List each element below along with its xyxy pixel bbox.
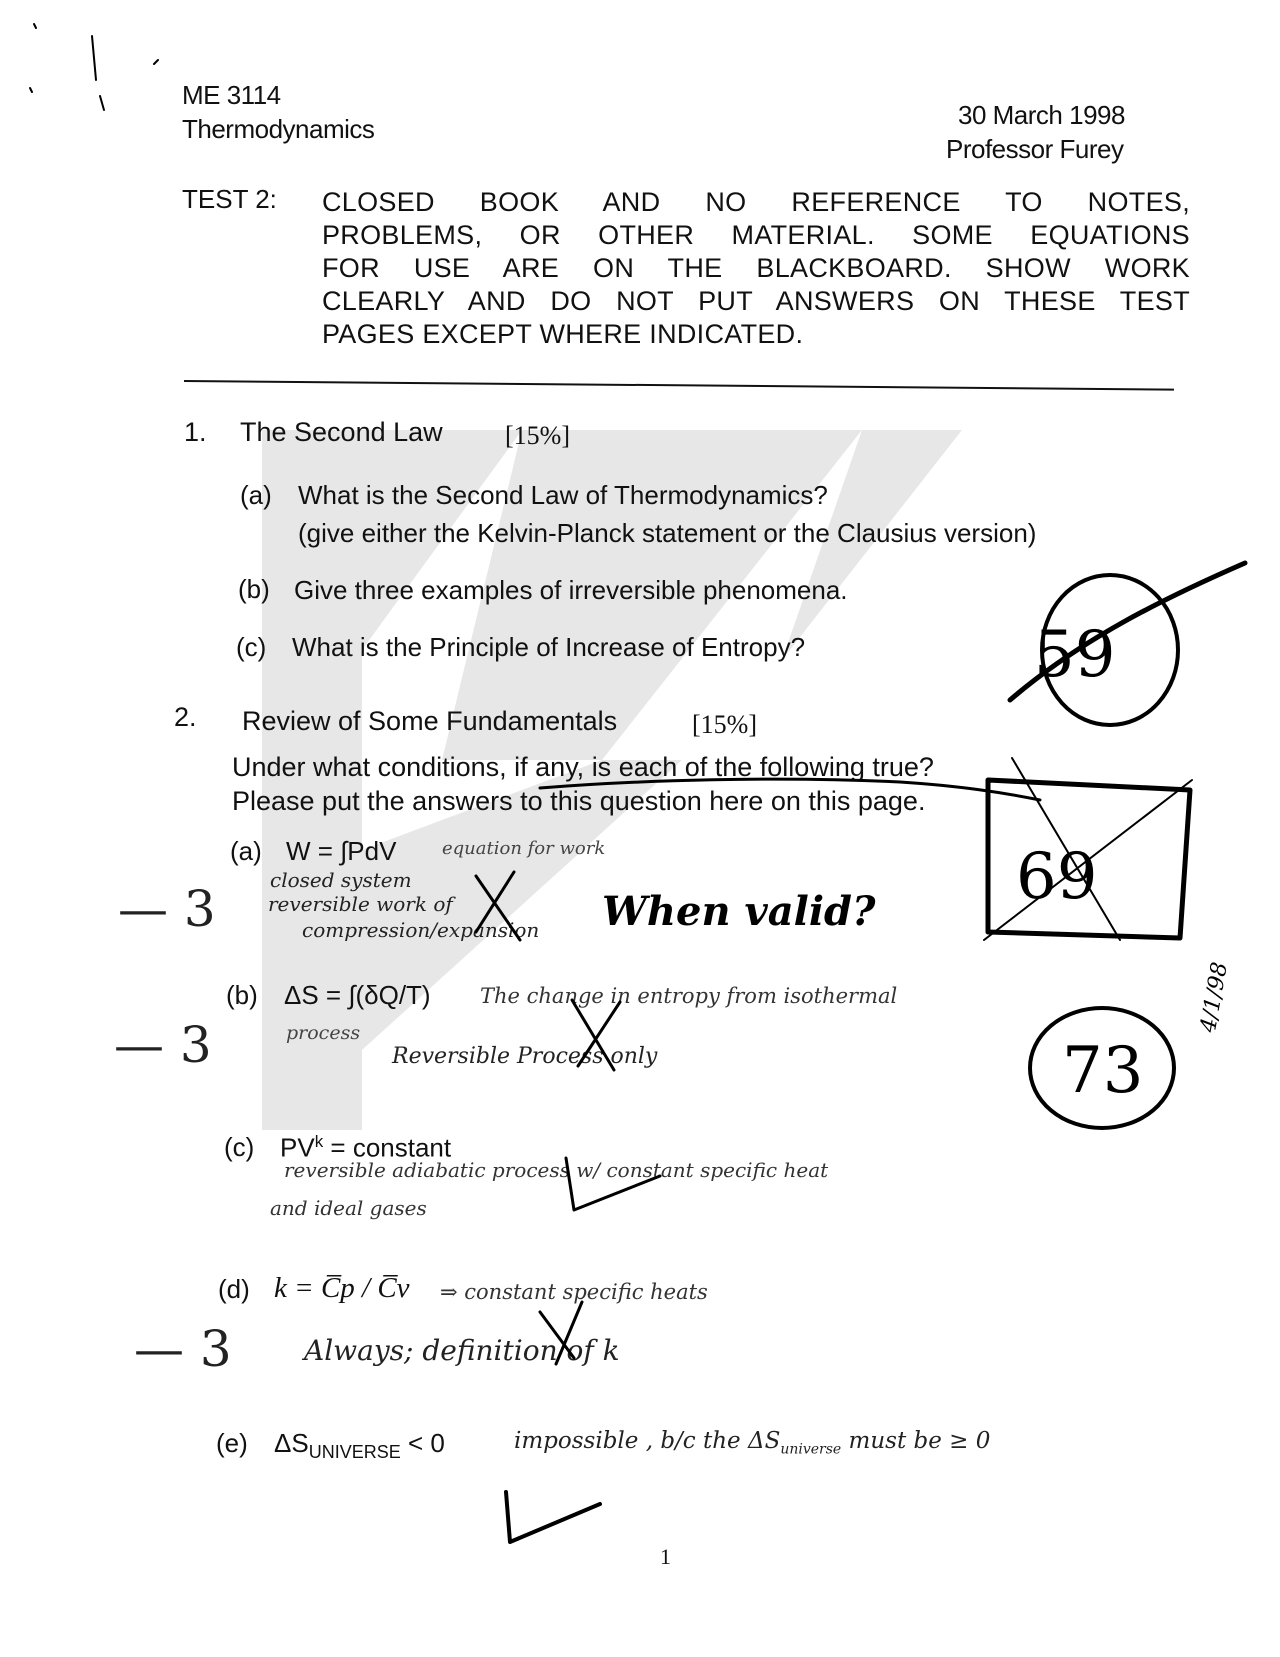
- q1a-text-2: (give either the Kelvin-Planck statement or the Clausius version): [298, 518, 1037, 548]
- q1-weight: [15%]: [505, 421, 570, 450]
- handwritten-e-text: impossible , b/c the ΔS: [514, 1428, 781, 1454]
- handwritten-a-note: equation for work: [442, 838, 606, 859]
- handwritten-d-line1: ⇒ constant specific heats: [440, 1280, 708, 1304]
- q2c-expr-base: PV: [280, 1132, 315, 1163]
- test-label: TEST 2:: [182, 184, 277, 214]
- q2e-expr-base: ΔS: [274, 1428, 309, 1458]
- margin-dot: [30, 24, 158, 92]
- grader-comment: When valid?: [602, 888, 876, 935]
- q1a-label: (a): [240, 480, 272, 510]
- q1-title: The Second Law: [240, 417, 443, 447]
- q2c-expr-exponent: k: [314, 1132, 324, 1151]
- handwritten-a-line2: reversible work of: [268, 892, 453, 916]
- q2d-expression: k = C̅p / C̅v: [274, 1272, 410, 1304]
- deduction-mark-b: — 3: [114, 1016, 212, 1074]
- handwritten-e-subscript: universe: [780, 1441, 842, 1458]
- course-number: ME 3114: [182, 80, 281, 110]
- instruction-line: FOR USE ARE ON THE BLACKBOARD. SHOW WORK: [322, 253, 1190, 283]
- q2-intro: Under what conditions, if any, is each of the following true?: [232, 752, 934, 782]
- score-circled-crossed: 59: [1034, 618, 1116, 692]
- handwritten-c-line2: and ideal gases: [270, 1196, 427, 1220]
- instruction-line: CLEARLY AND DO NOT PUT ANSWERS ON THESE TEST: [322, 286, 1190, 316]
- q2c-label: (c): [224, 1132, 255, 1162]
- q2e-expr-subscript: UNIVERSE: [308, 1442, 401, 1463]
- q2b-label: (b): [226, 980, 258, 1010]
- q2b-expression: ΔS = ∫(δQ/T): [284, 980, 431, 1010]
- handwritten-a-line1: closed system: [270, 868, 412, 892]
- q2-number: 2.: [174, 702, 197, 732]
- exam-date: 30 March 1998: [958, 100, 1125, 130]
- divider-rule: [184, 380, 1174, 391]
- handwritten-e-text-2: must be ≥ 0: [848, 1428, 991, 1454]
- score-date: 4/1/98: [1196, 960, 1233, 1035]
- deduction-mark-a: — 3: [118, 880, 216, 938]
- handwritten-b-line3: Reversible Process only: [392, 1044, 658, 1069]
- instruction-line: CLOSED BOOK AND NO REFERENCE TO NOTES,: [322, 187, 1190, 217]
- page-number: 1: [660, 1544, 671, 1569]
- q1c-text: What is the Principle of Increase of Entropy?: [292, 632, 806, 662]
- score-boxed-crossed: 69: [1016, 840, 1098, 914]
- q2-intro-2: Please put the answers to this question here on this page.: [232, 786, 926, 816]
- q1b-label: (b): [238, 574, 270, 604]
- instruction-line: PROBLEMS, OR OTHER MATERIAL. SOME EQUATIONS: [322, 220, 1190, 250]
- handwritten-a-line3: compression/expansion: [302, 918, 540, 942]
- q2e-expression: [274, 1428, 445, 1463]
- q1c-label: (c): [236, 632, 267, 662]
- q2-weight: [15%]: [692, 710, 757, 739]
- instruction-line: PAGES EXCEPT WHERE INDICATED.: [322, 319, 804, 349]
- q2e-label: (e): [216, 1428, 248, 1458]
- test-instructions: [322, 186, 1190, 351]
- handwritten-e-line: [514, 1428, 990, 1458]
- check-mark-e: [506, 1492, 600, 1542]
- q1b-text: Give three examples of irreversible phenomena.: [294, 575, 848, 605]
- q2c-expr-rest: = constant: [323, 1132, 452, 1163]
- q1a-text: What is the Second Law of Thermodynamics?: [298, 480, 828, 510]
- q2a-label: (a): [230, 836, 262, 866]
- q1-number: 1.: [184, 417, 207, 447]
- deduction-mark-d: — 3: [134, 1320, 232, 1378]
- q2-title: Review of Some Fundamentals: [242, 706, 618, 736]
- handwritten-d-line2: Always; definition of k: [304, 1334, 620, 1367]
- q2a-expression: W = ∫PdV: [286, 836, 397, 866]
- margin-tick: [92, 36, 104, 110]
- professor-name: Professor Furey: [946, 134, 1124, 164]
- q2d-label: (d): [218, 1274, 250, 1304]
- q2e-expr-rest: < 0: [400, 1428, 445, 1458]
- handwritten-c-line1: reversible adiabatic process w/ constant specific heat: [284, 1158, 829, 1182]
- handwritten-b-line1: The change in entropy from isothermal: [480, 984, 898, 1008]
- final-score: 73: [1062, 1034, 1144, 1108]
- handwritten-b-line2: process: [286, 1022, 361, 1044]
- course-subject: Thermodynamics: [182, 114, 375, 144]
